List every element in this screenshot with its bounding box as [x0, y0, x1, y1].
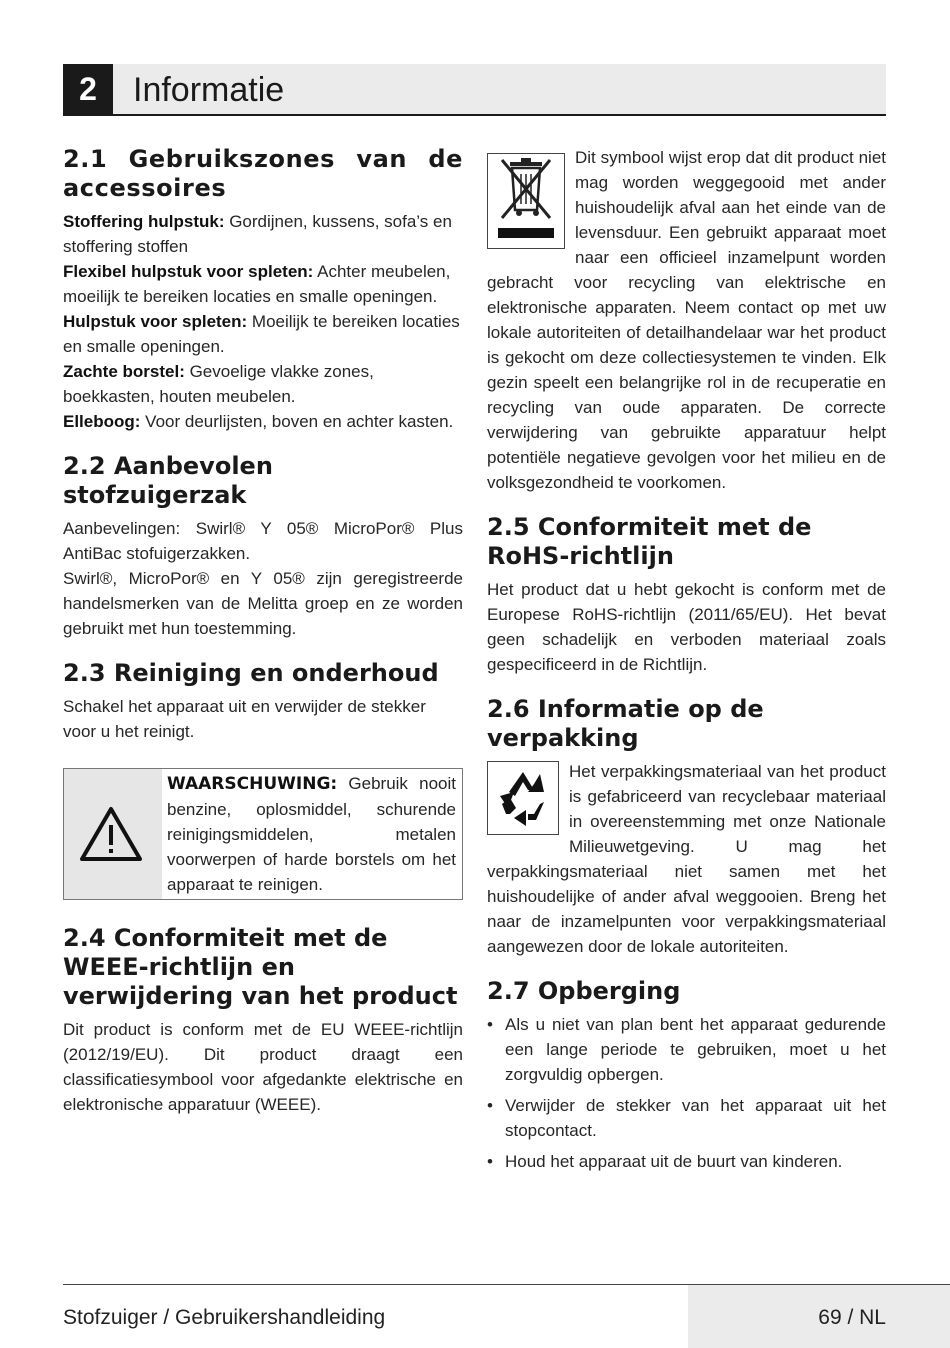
- section-weee: [63, 924, 463, 1117]
- item-label: Stoffering hulpstuk:: [63, 212, 225, 231]
- item-label: Flexibel hulpstuk voor spleten:: [63, 262, 314, 281]
- section-title: 2.3 Reiniging en onderhoud: [63, 659, 439, 687]
- chapter-header: [63, 64, 886, 116]
- item-text: Gordijnen, kussens, sofa’s en stoffering stoffen: [63, 212, 452, 256]
- recycle-icon: [488, 762, 558, 834]
- section-rohs: [487, 513, 886, 677]
- section-title: 2.6 Informatie op de verpakking: [487, 695, 764, 752]
- item-label: Hulpstuk voor spleten:: [63, 312, 248, 331]
- section-title: 2.7 Opberging: [487, 977, 681, 1005]
- paragraph: Aanbevelingen: Swirl® Y 05® MicroPor® Plus AntiBac stofuigerzakken.: [63, 519, 463, 563]
- warning-triangle-icon: [78, 805, 144, 863]
- list-item: [63, 259, 463, 309]
- list-item: [63, 209, 463, 259]
- chapter-title: Informatie: [133, 71, 285, 109]
- section-title: 2.2 Aanbevolen stofzuigerzak: [63, 452, 273, 509]
- section-weee-symbol: [487, 145, 886, 495]
- item-text: Achter meubelen, moeilijk te bereiken locaties en smalle openingen.: [63, 262, 451, 306]
- right-column: [487, 145, 886, 1192]
- list-item: • Verwijder de stekker van het apparaat uit het stopcontact.: [487, 1093, 886, 1143]
- section-cleaning: [63, 659, 463, 900]
- section-title: 2.5 Conformiteit met de RoHS-richtlijn: [487, 513, 812, 570]
- paragraph: Swirl®, MicroPor® en Y 05® zijn geregistreerde handelsmerken van de Melitta groep en ze worden gebruikt met hun toestemming.: [63, 569, 463, 638]
- section-title: 2.1 Gebruikszones van de accessoires: [63, 145, 463, 202]
- section-title: 2.4 Conformiteit met de WEEE-richtlijn en verwijdering van het product: [63, 924, 458, 1010]
- section-accessory-zones: [63, 145, 463, 434]
- paragraph: Het product dat u hebt gekocht is conform met de Europese RoHS-richtlijn (2011/65/EU). Het bevat geen schadelijk en verboden materiaal zoals gespecificeerd in de Richtlijn.: [487, 580, 886, 674]
- section-dust-bag: [63, 452, 463, 641]
- item-label: Elleboog:: [63, 412, 141, 431]
- footer-page-number: 69 / NL: [818, 1306, 886, 1329]
- paragraph: Het verpakkingsmateriaal van het product is gefabriceerd van recyclebaar materiaal in overeenstemming met onze Nationale Milieuwetgeving. U mag het verpakkingsmateriaal niet samen met het huishoudelijke of ander afval weggooien. Breng het naar de inzamelpunten voor verpakkingsmateriaal aangewezen door de lokale autoriteiten.: [487, 762, 886, 956]
- list-item: • Houd het apparaat uit de buurt van kinderen.: [487, 1149, 886, 1174]
- paragraph: Dit product is conform met de EU WEEE-richtlijn (2012/19/EU). Dit product draagt een classificatiesymbool voor afgedankte elektrische en elektronische apparatuur (WEEE).: [63, 1020, 463, 1114]
- list-item: • Als u niet van plan bent het apparaat gedurende een lange periode te gebruiken, moet u het zorgvuldig opbergen.: [487, 1012, 886, 1087]
- paragraph: Schakel het apparaat uit en verwijder de stekker voor u het reinigt.: [63, 697, 426, 741]
- item-text: Voor deurlijsten, boven en achter kasten.: [140, 412, 454, 431]
- chapter-number: 2: [63, 64, 113, 114]
- section-storage: [487, 977, 886, 1174]
- footer-document-title: Stofzuiger / Gebruikershandleiding: [63, 1306, 386, 1329]
- item-text: Gevoelige vlakke zones, boekkasten, houten meubelen.: [63, 362, 374, 406]
- storage-list: [487, 1012, 886, 1174]
- warning-text: Gebruik nooit benzine, oplosmiddel, schurende reinigingsmiddelen, metalen voorwerpen of harde borstels om het apparaat te reinigen.: [167, 774, 456, 894]
- item-text: Moeilijk te bereiken locaties en smalle openingen.: [63, 312, 460, 356]
- crossed-bin-icon: [488, 154, 564, 248]
- left-column: [63, 145, 463, 1135]
- list-item: [63, 309, 463, 359]
- warning-box: [63, 768, 463, 900]
- section-packaging: [487, 695, 886, 959]
- item-label: Zachte borstel:: [63, 362, 185, 381]
- paragraph: Dit symbool wijst erop dat dit product niet mag worden weggegooid met ander huishoudelijk afval aan het einde van de levensduur. Een gebruikt apparaat moet naar een officieel inzamelpunt worden gebracht voor recycling van elektrische en elektronische apparaten. Neem contact op met uw lokale autoriteiten of detailhandelaar war het product is gekocht om deze collectiesystemen te vinden. Elk gezin speelt een belangrijke rol in de recuperatie en recycling van oude apparaten. De correcte verwijdering van gebruikte apparatuur helpt potentiële negatieve gevolgen voor het milieu en de volksgezondheid te voorkomen.: [487, 148, 886, 492]
- list-item: [63, 359, 463, 409]
- list-item: [63, 409, 463, 434]
- warning-label: WAARSCHUWING:: [167, 774, 338, 794]
